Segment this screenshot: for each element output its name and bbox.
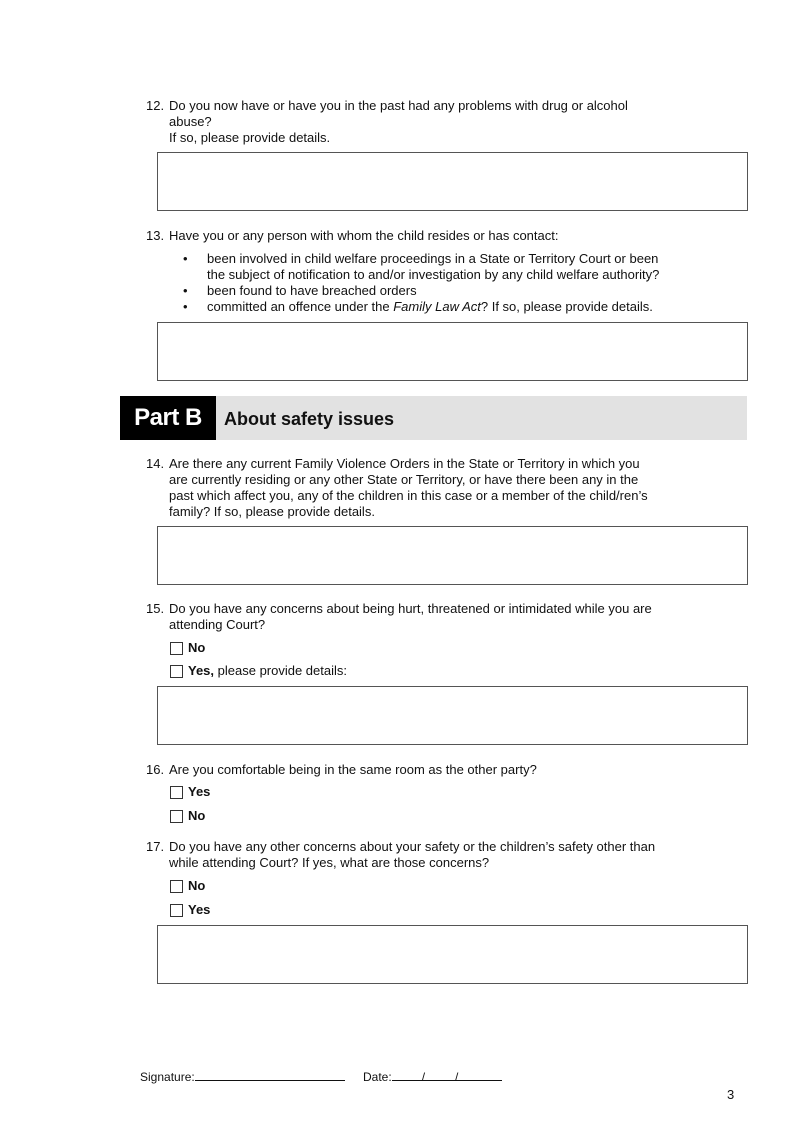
q13-bullet-list xyxy=(183,251,703,315)
question-text-line: Do you now have or have you in the past had any problems with drug or alcohol xyxy=(169,98,628,113)
signature-label: Signature: xyxy=(140,1070,195,1084)
option-label: No xyxy=(188,640,206,655)
date-separator: / xyxy=(455,1070,459,1084)
q16-yes-checkbox[interactable] xyxy=(170,786,183,799)
question-number: 16. xyxy=(146,762,165,777)
q16-option-yes xyxy=(170,784,210,800)
answer-box-q15[interactable] xyxy=(157,686,748,745)
question-17 xyxy=(146,839,686,871)
answer-box-q14[interactable] xyxy=(157,526,748,585)
date-day-line[interactable] xyxy=(392,1068,426,1081)
date-label: Date: xyxy=(363,1070,392,1084)
option-label: Yes xyxy=(188,902,211,917)
question-number: 14. xyxy=(146,456,165,471)
q15-yes-checkbox[interactable] xyxy=(170,665,183,678)
question-text-line: Are there any current Family Violence Orders in the State or Territory in which you xyxy=(169,456,640,471)
question-text-line: Are you comfortable being in the same room as the other party? xyxy=(169,762,537,777)
bullet-item: • been found to have breached orders xyxy=(183,283,703,299)
question-text-line: Do you have any other concerns about your safety or the children’s safety other than xyxy=(169,839,656,854)
option-label: Yes, xyxy=(188,663,215,678)
question-text-line: are currently residing or any other State or Territory, or have there been any in the xyxy=(169,472,639,487)
signature-line[interactable] xyxy=(195,1068,345,1081)
option-label: No xyxy=(188,808,206,823)
q16-option-no xyxy=(170,808,205,824)
question-text-line: If so, please provide details. xyxy=(169,130,331,145)
q17-option-yes xyxy=(170,902,210,918)
question-text-line: family? If so, please provide details. xyxy=(169,504,375,519)
question-16 xyxy=(146,762,686,778)
signature-field xyxy=(140,1068,345,1084)
q17-yes-checkbox[interactable] xyxy=(170,904,183,917)
question-text-line: Do you have any concerns about being hurt, threatened or intimidated while you are xyxy=(169,601,652,616)
option-suffix: please provide details: xyxy=(214,663,348,678)
bullet-item: • been involved in child welfare proceedings in a State or Territory Court or been the subject of notification to and/or investigation by any child welfare authority? xyxy=(183,251,703,283)
part-b-title: About safety issues xyxy=(224,409,395,429)
answer-box-q17[interactable] xyxy=(157,925,748,984)
q17-option-no xyxy=(170,878,205,894)
answer-box-q12[interactable] xyxy=(157,152,748,211)
q16-no-checkbox[interactable] xyxy=(170,810,183,823)
question-15 xyxy=(146,601,686,633)
q17-no-checkbox[interactable] xyxy=(170,880,183,893)
question-number: 13. xyxy=(146,228,165,243)
answer-box-q13[interactable] xyxy=(157,322,748,381)
date-month-line[interactable] xyxy=(425,1068,459,1081)
date-separator: / xyxy=(421,1070,426,1084)
part-b-label: Part B xyxy=(120,396,216,440)
question-number: 12. xyxy=(146,98,165,113)
q15-no-checkbox[interactable] xyxy=(170,642,183,655)
question-12 xyxy=(146,98,686,146)
question-text-line: while attending Court? If yes, what are those concerns? xyxy=(169,855,490,870)
date-year-line[interactable] xyxy=(458,1068,502,1081)
date-field xyxy=(363,1068,502,1084)
question-text-line: attending Court? xyxy=(169,617,266,632)
option-label: Yes xyxy=(188,784,211,799)
page-number: 3 xyxy=(727,1087,735,1102)
option-label: No xyxy=(188,878,206,893)
q15-option-no xyxy=(170,640,205,656)
question-number: 15. xyxy=(146,601,165,616)
question-14 xyxy=(146,456,686,520)
question-text-line: past which affect you, any of the children in this case or a member of the child/ren’s xyxy=(169,488,648,503)
question-text-line: Have you or any person with whom the child resides or has contact: xyxy=(169,228,559,243)
question-13 xyxy=(146,228,686,244)
question-number: 17. xyxy=(146,839,165,854)
question-text-line: abuse? xyxy=(169,114,212,129)
bullet-item: • committed an offence under the Family Law Act? If so, please provide details. xyxy=(183,299,703,315)
act-name: Family Law Act xyxy=(393,299,481,314)
q15-option-yes xyxy=(170,663,347,679)
